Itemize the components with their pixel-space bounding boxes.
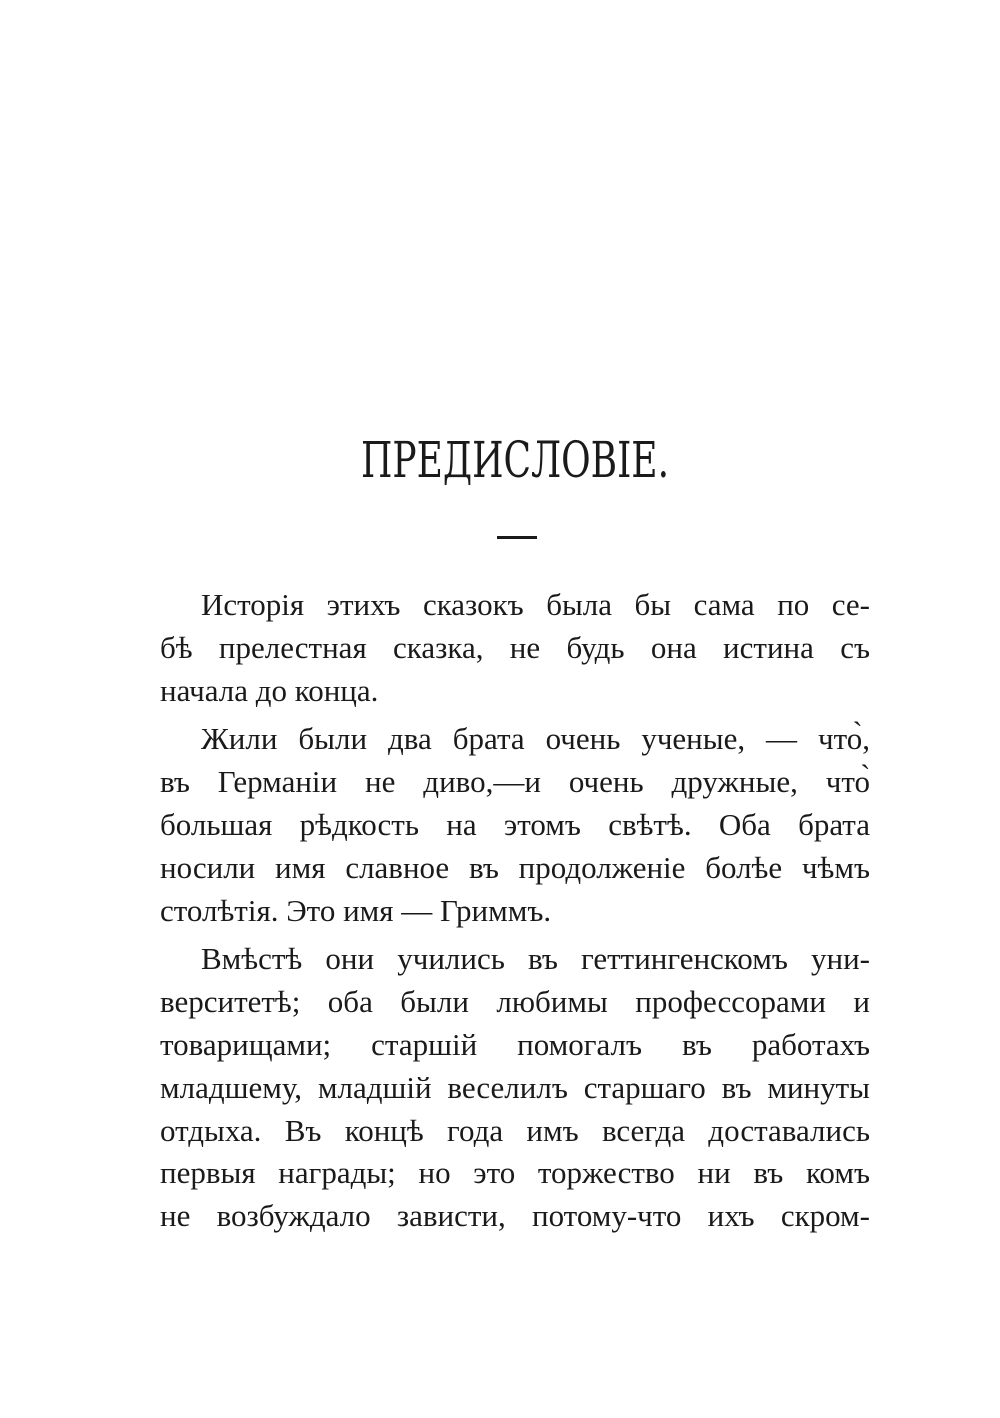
text-line: начала до конца.: [160, 672, 379, 708]
text-line: младшему, младшій веселилъ старшаго въ минуты: [160, 1069, 870, 1105]
text-line: Вмѣстѣ они учились въ геттингенскомъ уни-: [201, 941, 870, 977]
text-line: не возбуждало зависти, потому-что ихъ скром-: [160, 1198, 870, 1234]
preface-text: [160, 584, 870, 1238]
text-line: товарищами; старшій помогалъ въ работахъ: [160, 1026, 870, 1062]
text-line: столѣтія. Это имя — Гриммъ.: [160, 892, 552, 928]
text-line: Жили были два брата очень ученые, — что̀,: [201, 721, 870, 757]
page-title: ПРЕДИСЛОВІЕ.: [360, 431, 670, 489]
text-line: бѣ прелестная сказка, не будь она истина съ: [160, 629, 870, 665]
text-line: Исторія этихъ сказокъ была бы сама по се-: [201, 587, 870, 622]
text-line: отдыха. Въ концѣ года имъ всегда доставались: [160, 1112, 870, 1148]
text-line: верситетѣ; оба были любимы профессорами и: [160, 984, 870, 1020]
text-line: первыя награды; но это торжество ни въ комъ: [160, 1155, 870, 1191]
text-line: въ Германіи не диво,—и очень дружные, что̀: [160, 764, 870, 800]
text-line: носили имя славное въ продолженіе болѣе чѣмъ: [160, 849, 870, 885]
text-line: большая рѣдкость на этомъ свѣтѣ. Оба брата: [160, 806, 870, 842]
title-divider: [497, 536, 537, 539]
